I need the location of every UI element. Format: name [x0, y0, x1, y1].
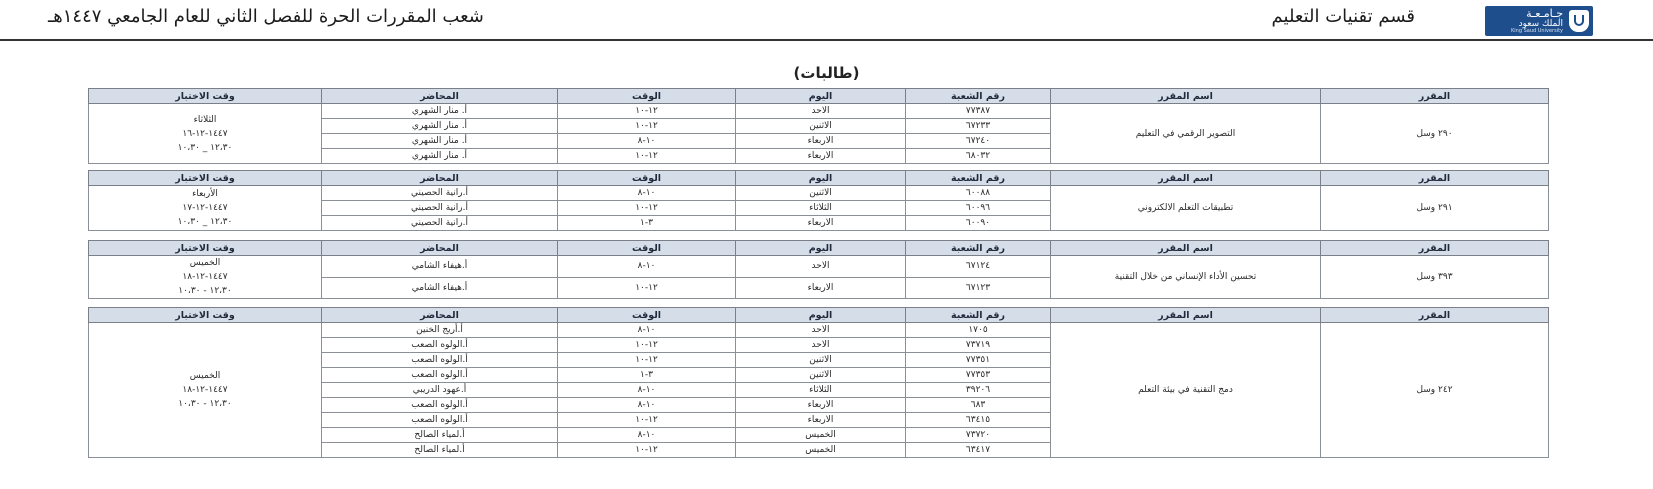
section-number: ٦٠٠٨٨ — [906, 186, 1051, 201]
page-header — [0, 0, 1653, 42]
section-number: ٧٣٧٢٠ — [906, 428, 1051, 443]
header-lecturer: المحاضر — [322, 89, 558, 104]
time: ١٠-٨ — [558, 323, 736, 338]
lecturer: أ.الولوه الصعب — [322, 353, 558, 368]
header-day: اليوم — [736, 171, 906, 186]
day: الخميس — [736, 428, 906, 443]
day: الاربعاء — [736, 398, 906, 413]
table-row — [89, 186, 1549, 201]
exam-hours: ١٢،٣٠ - ١٠،٣٠ — [178, 286, 232, 296]
time: ١٢-١٠ — [558, 104, 736, 119]
day: الاربعاء — [736, 134, 906, 149]
audience-subtitle: (طالبات) — [793, 64, 860, 82]
header-course-name: اسم المقرر — [1051, 308, 1321, 323]
exam-time — [89, 256, 322, 299]
header-exam-time: وقت الاختبار — [89, 89, 322, 104]
day: الاربعاء — [736, 277, 906, 299]
course-code: ٢٤٢ وسل — [1321, 323, 1549, 458]
lecturer: أ.لمياء الصالح — [322, 443, 558, 458]
exam-day: الثلاثاء — [193, 114, 217, 125]
header-course-name: اسم المقرر — [1051, 241, 1321, 256]
exam-day: الأربعاء — [192, 189, 218, 199]
time: ١٠-٨ — [558, 134, 736, 149]
exam-date: ١٤٤٧-١٢-١٨ — [182, 272, 228, 282]
section-number: ٦٧١٢٤ — [906, 256, 1051, 278]
exam-date: ١٤٤٧-١٢-١٨ — [182, 385, 228, 395]
lecturer: أ.الولوه الصعب — [322, 368, 558, 383]
course-code: ٢٩١ وسل — [1321, 186, 1549, 231]
section-number: ٦٨٠٣٢ — [906, 149, 1051, 164]
time: ١٠-٨ — [558, 383, 736, 398]
header-section: رقم الشعبة — [906, 171, 1051, 186]
time: ١٠-٨ — [558, 186, 736, 201]
lecturer: أ.عهود الدريبي — [322, 383, 558, 398]
header-day: اليوم — [736, 89, 906, 104]
header-course-name: اسم المقرر — [1051, 89, 1321, 104]
time: ٣-١ — [558, 216, 736, 231]
day: الاربعاء — [736, 149, 906, 164]
table-row — [89, 104, 1549, 119]
document-title: شعب المقررات الحرة للفصل الثاني للعام الجامعي ١٤٤٧هـ — [48, 6, 484, 27]
lecturer: أ.الولوه الصعب — [322, 398, 558, 413]
day: الاثنين — [736, 368, 906, 383]
day: الاثنين — [736, 353, 906, 368]
header-lecturer: المحاضر — [322, 241, 558, 256]
day: الاربعاء — [736, 216, 906, 231]
section-number: ٦٣٤١٥ — [906, 413, 1051, 428]
lecturer: أ.هيفاء الشامي — [322, 256, 558, 278]
section-number: ٧٧٣٥١ — [906, 353, 1051, 368]
time: ١٢-١٠ — [558, 119, 736, 134]
header-time: الوقت — [558, 308, 736, 323]
section-number: ٧٧٣٥٣ — [906, 368, 1051, 383]
exam-hours: ١٢،٣٠ _ ١٠،٣٠ — [177, 217, 233, 227]
day: الثلاثاء — [736, 201, 906, 216]
lecturer: أ.رانية الحصيني — [322, 186, 558, 201]
header-lecturer: المحاضر — [322, 171, 558, 186]
exam-day: الخميس — [189, 371, 221, 381]
table-row — [89, 323, 1549, 338]
time: ١٠-٨ — [558, 398, 736, 413]
course-table-393 — [88, 240, 1549, 299]
header-exam-time: وقت الاختبار — [89, 241, 322, 256]
table-header-row — [89, 171, 1549, 186]
lecturer: أ.لمياء الصالح — [322, 428, 558, 443]
section-number: ٦٨٣ — [906, 398, 1051, 413]
day: الاحد — [736, 256, 906, 278]
university-seal-icon — [1569, 10, 1589, 32]
lecturer: أ.رانية الحصيني — [322, 201, 558, 216]
lecturer: أ. منار الشهري — [322, 119, 558, 134]
time: ١٢-١٠ — [558, 149, 736, 164]
lecturer: أ.هيفاء الشامي — [322, 277, 558, 299]
section-number: ٦٠٠٩٠ — [906, 216, 1051, 231]
time: ١٢-١٠ — [558, 353, 736, 368]
time: ١٢-١٠ — [558, 443, 736, 458]
exam-day: الخميس — [189, 258, 221, 268]
exam-date: ١٤٤٧-١٢-١٦ — [182, 128, 228, 139]
time: ١٢-١٠ — [558, 201, 736, 216]
header-section: رقم الشعبة — [906, 241, 1051, 256]
time: ١٠-٨ — [558, 428, 736, 443]
time: ٣-١ — [558, 368, 736, 383]
header-course-name: اسم المقرر — [1051, 171, 1321, 186]
exam-time — [89, 104, 322, 164]
header-course: المقرر — [1321, 89, 1549, 104]
header-day: اليوم — [736, 241, 906, 256]
section-number: ٦٧٢٤٠ — [906, 134, 1051, 149]
time: ١٠-٨ — [558, 256, 736, 278]
course-name: تحسين الأداء الإنساني من خلال التقنية — [1051, 256, 1321, 299]
time: ١٢-١٠ — [558, 277, 736, 299]
header-lecturer: المحاضر — [322, 308, 558, 323]
logo-line-1: جـامـعـة — [1526, 7, 1563, 20]
table-header-row — [89, 241, 1549, 256]
day: الاحد — [736, 338, 906, 353]
exam-date: ١٤٤٧-١٢-١٧ — [182, 203, 228, 213]
lecturer: أ. منار الشهري — [322, 134, 558, 149]
header-course: المقرر — [1321, 308, 1549, 323]
day: الاربعاء — [736, 413, 906, 428]
table-header-row — [89, 308, 1549, 323]
lecturer: أ. منار الشهري — [322, 149, 558, 164]
day: الاثنين — [736, 119, 906, 134]
section-number: ٦٠٠٩٦ — [906, 201, 1051, 216]
header-divider — [0, 39, 1653, 41]
section-number: ٦٧٢٣٣ — [906, 119, 1051, 134]
header-course: المقرر — [1321, 171, 1549, 186]
header-exam-time: وقت الاختبار — [89, 308, 322, 323]
exam-time — [89, 186, 322, 231]
day: الاثنين — [736, 186, 906, 201]
lecturer: أ.الولوه الصعب — [322, 338, 558, 353]
day: الاحد — [736, 104, 906, 119]
department-name: قسم تقنيات التعليم — [1271, 6, 1415, 27]
time: ١٢-١٠ — [558, 413, 736, 428]
logo-line-2: الملك سعود — [1518, 19, 1563, 29]
section-number: ١٧٠٥ — [906, 323, 1051, 338]
course-code: ٢٩٠ وسل — [1321, 104, 1549, 164]
table-header-row — [89, 89, 1549, 104]
header-section: رقم الشعبة — [906, 89, 1051, 104]
exam-hours: ١٢،٣٠ - ١٠،٣٠ — [178, 399, 232, 409]
course-table-242 — [88, 307, 1549, 458]
course-name: تطبيقات التعلم الالكتروني — [1051, 186, 1321, 231]
lecturer: أ. منار الشهري — [322, 104, 558, 119]
lecturer: أ.الولوه الصعب — [322, 413, 558, 428]
day: الثلاثاء — [736, 383, 906, 398]
day: الخميس — [736, 443, 906, 458]
header-course: المقرر — [1321, 241, 1549, 256]
exam-hours: ١٢،٣٠ _ ١٠،٣٠ — [177, 142, 233, 153]
university-logo — [1485, 6, 1593, 36]
section-number: ٦٣٤١٧ — [906, 443, 1051, 458]
logo-line-3: King Saud University — [1511, 28, 1563, 34]
header-time: الوقت — [558, 171, 736, 186]
course-name: التصوير الرقمي في التعليم — [1051, 104, 1321, 164]
header-time: الوقت — [558, 89, 736, 104]
header-exam-time: وقت الاختبار — [89, 171, 322, 186]
day: الاحد — [736, 323, 906, 338]
lecturer: أ.رانية الحصيني — [322, 216, 558, 231]
header-section: رقم الشعبة — [906, 308, 1051, 323]
course-code: ٣٩٣ وسل — [1321, 256, 1549, 299]
header-time: الوقت — [558, 241, 736, 256]
section-number: ٧٧٣٨٧ — [906, 104, 1051, 119]
section-number: ٣٩٢٠٦ — [906, 383, 1051, 398]
section-number: ٧٣٧١٩ — [906, 338, 1051, 353]
section-number: ٦٧١٢٣ — [906, 277, 1051, 299]
header-day: اليوم — [736, 308, 906, 323]
course-name: دمج التقنية في بيئة التعلم — [1051, 323, 1321, 458]
table-row — [89, 256, 1549, 278]
lecturer: أ.أريج الخنين — [322, 323, 558, 338]
time: ١٢-١٠ — [558, 338, 736, 353]
course-table-291 — [88, 170, 1549, 231]
course-table-290 — [88, 88, 1549, 164]
exam-time — [89, 323, 322, 458]
